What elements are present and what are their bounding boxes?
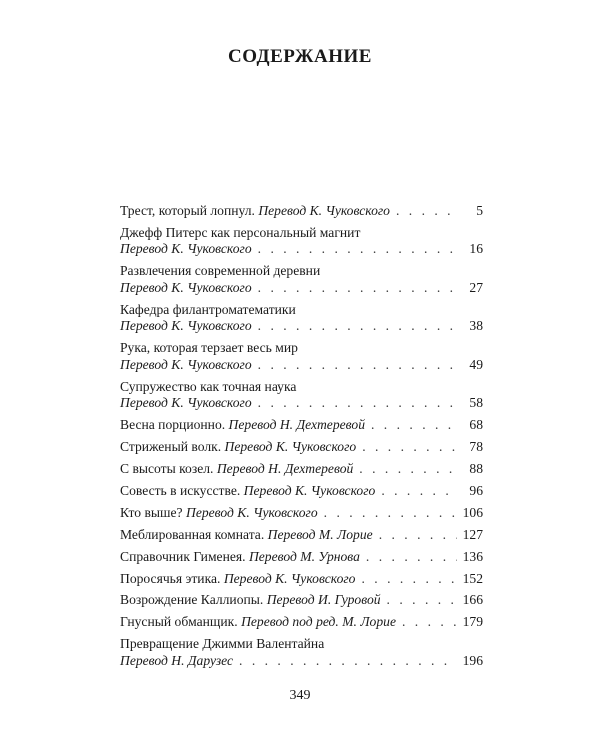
dot-leader bbox=[258, 318, 457, 335]
toc-entry-page: 68 bbox=[469, 417, 483, 433]
toc-entry-translator: Перевод К. Чуковского bbox=[120, 279, 252, 295]
toc-entry-title: Джефф Питерс как персональный магнит bbox=[120, 224, 361, 240]
toc-entry bbox=[120, 203, 483, 220]
toc-entry-page: 38 bbox=[469, 318, 483, 334]
toc-entry-page: 127 bbox=[462, 526, 483, 542]
toc-entry-title: Меблированная комната. bbox=[120, 526, 265, 542]
toc-entry-page: 58 bbox=[469, 395, 483, 411]
toc-entry-title: Поросячья этика. bbox=[120, 570, 221, 586]
toc-entry bbox=[120, 614, 483, 631]
toc-entry-page: 5 bbox=[476, 203, 483, 218]
dot-leader bbox=[362, 439, 457, 456]
toc-entry-page: 27 bbox=[469, 279, 483, 295]
toc-entry-title: Рука, которая терзает весь мир bbox=[120, 340, 298, 356]
toc-entry-page: 196 bbox=[462, 652, 483, 668]
toc-entry bbox=[120, 483, 483, 500]
toc-entry bbox=[120, 439, 483, 456]
dot-leader bbox=[381, 483, 457, 500]
toc-entry-translator: Перевод Н. Дехтеревой bbox=[216, 461, 354, 477]
dot-leader bbox=[258, 241, 457, 258]
page-number: 349 bbox=[289, 688, 311, 703]
toc-entry-page: 166 bbox=[462, 592, 483, 608]
toc-entry-title: Совесть в искусстве. bbox=[120, 482, 241, 498]
toc-entry-page: 49 bbox=[469, 356, 483, 372]
toc-entry-title: Кто выше? bbox=[120, 504, 183, 520]
toc-entry-translator: Перевод К. Чуковского bbox=[258, 203, 390, 218]
dot-leader bbox=[366, 549, 457, 566]
dot-leader bbox=[379, 527, 457, 544]
toc-entry-translator: Перевод И. Гуровой bbox=[266, 592, 381, 608]
toc-entry-translator: Перевод К. Чуковского bbox=[120, 395, 252, 411]
toc-entry-translator: Перевод К. Чуковского bbox=[120, 318, 252, 334]
toc-entry-translator: Перевод под ред. М. Лорие bbox=[241, 614, 396, 630]
toc-entry bbox=[120, 636, 483, 669]
toc-entry-title: Трест, который лопнул. bbox=[120, 203, 255, 218]
toc-entry-page: 152 bbox=[462, 570, 483, 586]
toc-entry bbox=[120, 225, 483, 258]
toc-entry bbox=[120, 571, 483, 588]
toc-entry-page: 96 bbox=[469, 482, 483, 498]
toc-entry-translator: Перевод М. Лорие bbox=[267, 526, 373, 542]
toc-entry-page: 179 bbox=[462, 614, 483, 630]
toc-entry-page: 106 bbox=[462, 504, 483, 520]
toc-entry-title: Справочник Гименея. bbox=[120, 548, 246, 564]
toc-entry bbox=[120, 302, 483, 335]
toc-entry-page: 78 bbox=[469, 439, 483, 455]
toc-entry bbox=[120, 263, 483, 296]
toc-entry-page: 16 bbox=[469, 241, 483, 257]
toc-entry bbox=[120, 379, 483, 412]
dot-leader bbox=[402, 614, 457, 631]
toc-entry bbox=[120, 549, 483, 566]
dot-leader bbox=[387, 592, 457, 609]
dot-leader bbox=[258, 357, 457, 374]
toc-entry-translator: Перевод К. Чуковского bbox=[186, 504, 318, 520]
toc-entry-translator: Перевод К. Чуковского bbox=[224, 439, 357, 455]
table-of-contents bbox=[120, 203, 483, 675]
toc-entry-translator: Перевод М. Урнова bbox=[248, 548, 360, 564]
page-title: СОДЕРЖАНИЕ bbox=[228, 46, 372, 67]
toc-entry-title: Развлечения современной деревни bbox=[120, 263, 321, 279]
dot-leader bbox=[239, 653, 457, 670]
toc-entry-translator: Перевод Н. Дарузес bbox=[120, 652, 234, 668]
dot-leader bbox=[371, 417, 457, 434]
toc-entry bbox=[120, 417, 483, 434]
toc-entry-translator: Перевод К. Чуковского bbox=[120, 241, 252, 257]
toc-entry bbox=[120, 592, 483, 609]
toc-entry bbox=[120, 340, 483, 373]
toc-entry-title: Кафедра филантроматематики bbox=[120, 301, 296, 317]
dot-leader bbox=[258, 280, 457, 297]
toc-entry-translator: Перевод Н. Дехтеревой bbox=[228, 417, 365, 433]
toc-entry-title: Супружество как точная наука bbox=[120, 378, 297, 394]
toc-entry-translator: Перевод К. Чуковского bbox=[243, 482, 376, 498]
toc-entry-title: Стриженый волк. bbox=[120, 439, 222, 455]
toc-entry-translator: Перевод К. Чуковского bbox=[120, 356, 252, 372]
dot-leader bbox=[359, 461, 457, 478]
toc-entry bbox=[120, 505, 483, 522]
toc-entry-title: С высоты козел. bbox=[120, 461, 214, 477]
toc-entry-translator: Перевод К. Чуковского bbox=[223, 570, 356, 586]
dot-leader bbox=[361, 571, 457, 588]
toc-entry-title: Возрождение Каллиопы. bbox=[120, 592, 264, 608]
toc-entry-title: Гнусный обманщик. bbox=[120, 614, 238, 630]
toc-entry-title: Превращение Джимми Валентайна bbox=[120, 636, 325, 652]
toc-entry-page: 136 bbox=[462, 548, 483, 564]
dot-leader bbox=[324, 505, 457, 522]
toc-entry-page: 88 bbox=[469, 461, 483, 477]
dot-leader bbox=[258, 395, 457, 412]
toc-entry-title: Весна порционно. bbox=[120, 417, 226, 433]
dot-leader bbox=[396, 203, 457, 220]
toc-entry bbox=[120, 461, 483, 478]
toc-entry bbox=[120, 527, 483, 544]
